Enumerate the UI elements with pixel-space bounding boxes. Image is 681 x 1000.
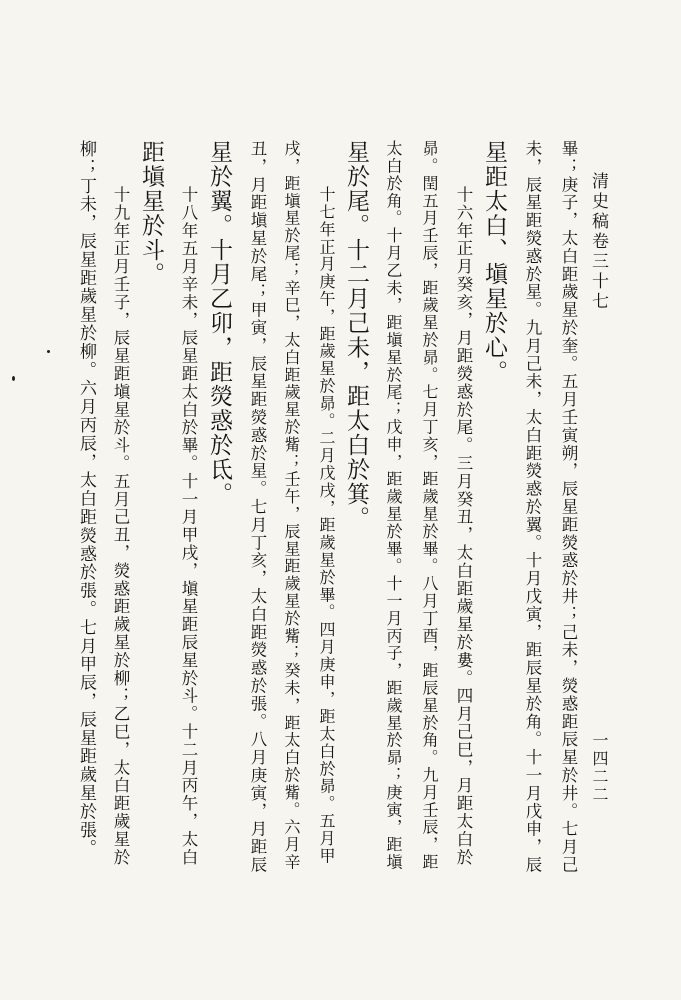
paragraph-start-column: 十八年五月辛未，辰星距太白於畢。十一月甲戌，塡星距辰星於斗。十二月丙午，太白 — [179, 186, 198, 867]
text-column: 戌，距塡星於尾；辛巳，太白距歲星於觜；壬午，辰星距歲星於觜；癸未，距太白於觜。六月辛 — [282, 140, 301, 871]
text-column: 畢；庚子，太白距歲星於奎。五月壬寅朔，辰星距熒惑於井；己未，熒惑距辰星於井。七月己 — [559, 140, 578, 874]
text-column: 昴。閏五月壬辰，距歲星於昴。七月丁亥，距歲星於畢。八月丁酉，距辰星於角。九月壬辰，距 — [420, 140, 439, 871]
paragraph-start-column: 十六年正月癸亥，月距熒惑於尾。三月癸丑，太白距歲星於婁。四月己巳，月距太白於 — [454, 186, 473, 867]
scan-speck — [47, 350, 50, 353]
text-column: 未，辰星距熒惑於星。九月己未，太白距熒惑於翼。十月戊寅，距辰星於角。十一月戊申，辰 — [523, 140, 542, 874]
text-column: 距塡星於斗。 — [138, 140, 164, 287]
text-column: 星於尾。十二月己未，距太白於箕。 — [343, 140, 369, 531]
text-column: 丑，月距塡星於尾；甲寅，辰星距熒惑於星。七月丁亥，太白距熒惑於張。八月庚寅，月距辰 — [248, 140, 267, 874]
text-column: 柳；丁未，辰星距歲星於柳。六月丙辰，太白距熒惑於張。七月甲辰，辰星距歲星於張。 — [76, 140, 96, 858]
running-header-title: 清史稿卷三十七 — [588, 172, 608, 312]
paragraph-start-column: 十九年正月壬子，辰星距塡星於斗。五月己丑，熒惑距歲星於柳；乙巳，太白距歲星於 — [111, 186, 130, 867]
page-number: 一四二二 — [590, 732, 609, 804]
text-column: 星於翼。十月乙卯，距熒惑於氐。 — [206, 140, 232, 506]
text-column: 太白於角。十月乙未，距塡星於尾；戊申，距歲星於畢。十一月丙子，距歲星於昴；庚寅，距塡 — [384, 140, 403, 871]
scan-speck — [12, 376, 15, 381]
text-column: 星距太白、塡星於心。 — [481, 140, 507, 384]
paragraph-start-column: 十七年正月庚午，距歲星於昴。二月戊戌，距歲星於畢。四月庚申，距太白於昴。五月甲 — [317, 186, 336, 865]
